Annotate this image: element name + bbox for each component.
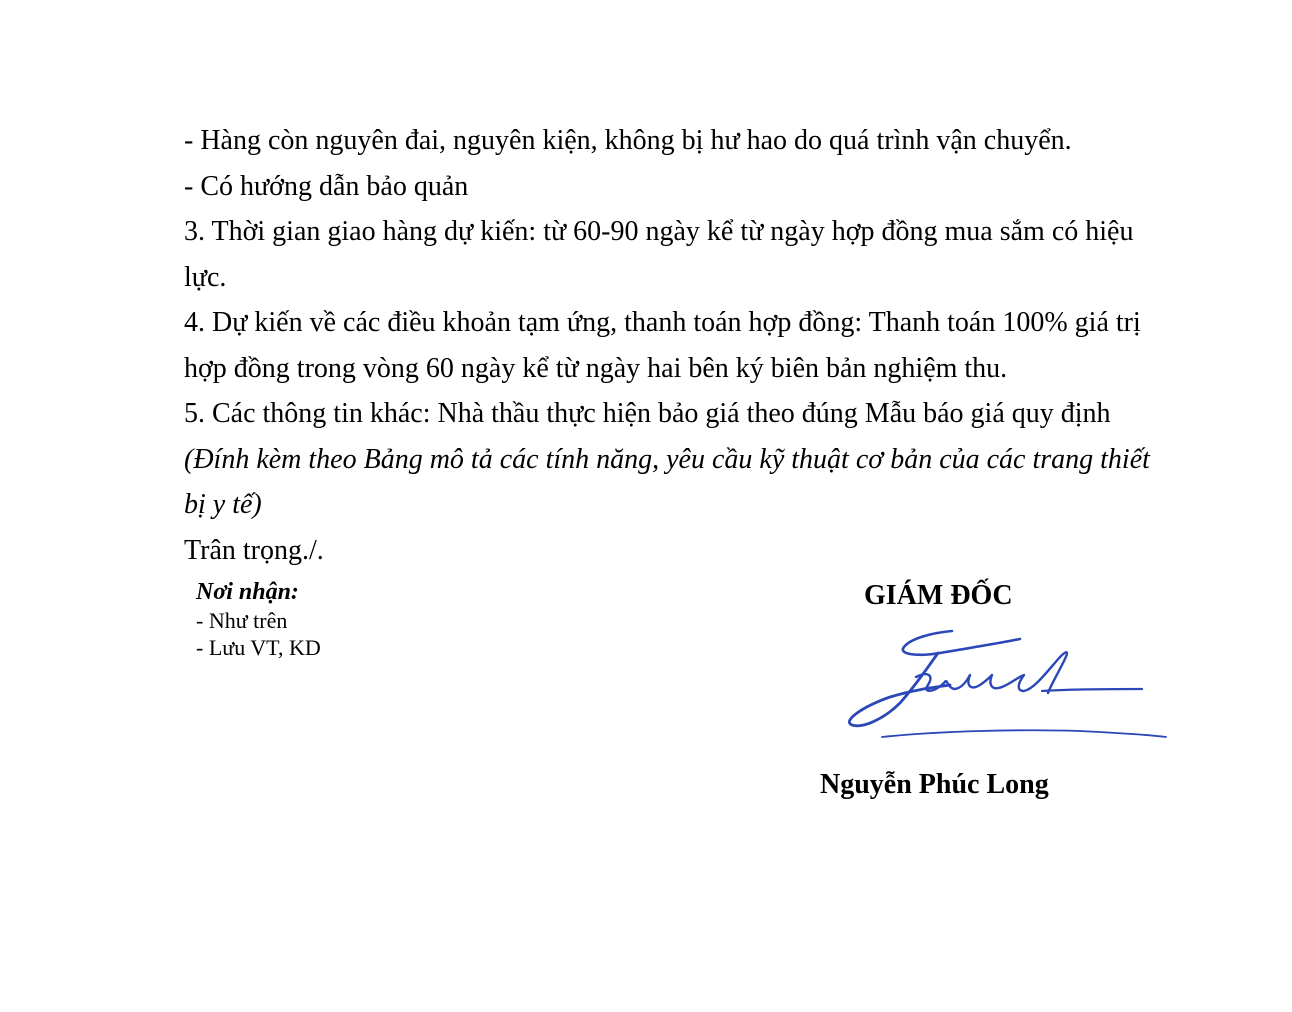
recipient-item: - Như trên xyxy=(196,608,288,633)
body-line: lực. xyxy=(184,261,227,293)
closing-line: Trân trọng./. xyxy=(184,534,324,566)
handwritten-signature xyxy=(820,627,1170,757)
recipients-heading: Nơi nhận: xyxy=(196,579,299,605)
recipients-block xyxy=(196,577,321,661)
body-line: 5. Các thông tin khác: Nhà thầu thực hiện bảo giá theo đúng Mẫu báo giá quy định xyxy=(184,398,1111,429)
signer-title: GIÁM ĐỐC xyxy=(864,580,1013,611)
recipient-item: - Lưu VT, KD xyxy=(196,635,321,660)
document-body xyxy=(184,118,1224,573)
body-line: - Có hướng dẫn bảo quản xyxy=(184,170,469,202)
body-line: - Hàng còn nguyên đai, nguyên kiện, không bị hư hao do quá trình vận chuyển. xyxy=(184,125,1072,156)
signer-name: Nguyễn Phúc Long xyxy=(820,769,1049,800)
attachment-note: (Đính kèm theo Bảng mô tả các tính năng, yêu cầu kỹ thuật cơ bản của các trang thiết xyxy=(184,443,1150,475)
attachment-note: bị y tế) xyxy=(184,489,262,520)
body-line: 4. Dự kiến về các điều khoản tạm ứng, thanh toán hợp đồng: Thanh toán 100% giá trị xyxy=(184,307,1141,338)
body-line: hợp đồng trong vòng 60 ngày kể từ ngày hai bên ký biên bản nghiệm thu. xyxy=(184,352,1008,384)
body-line: 3. Thời gian giao hàng dự kiến: từ 60-90 ngày kể từ ngày hợp đồng mua sắm có hiệu xyxy=(184,216,1134,247)
